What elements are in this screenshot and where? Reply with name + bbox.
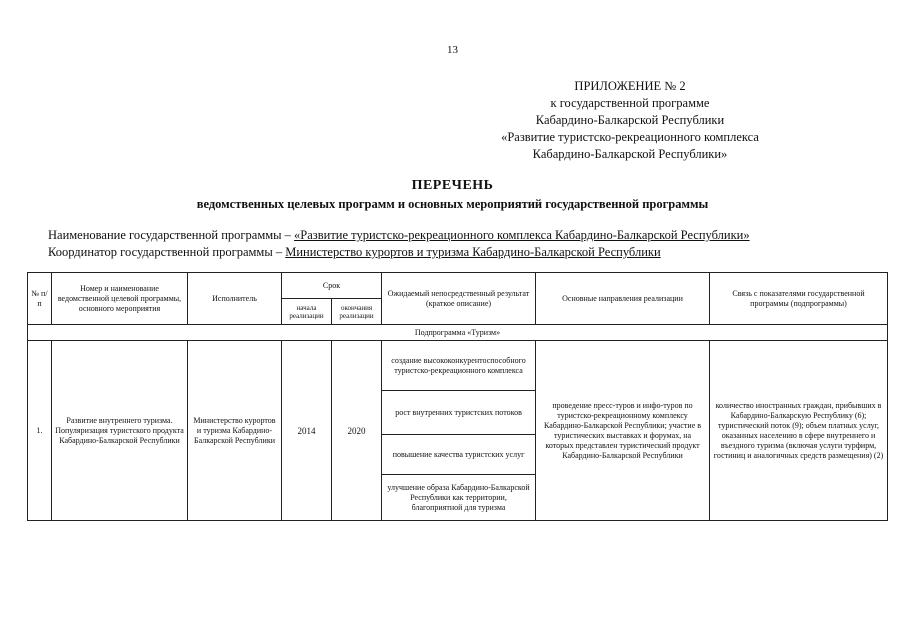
header-start: начала реализации (282, 299, 332, 325)
header-num: № п/п (28, 273, 52, 325)
appendix-line: к государственной программе (550, 96, 710, 110)
program-value: «Развитие туристско-рекреационного комплекса Кабардино-Балкарской Республики» (294, 228, 750, 242)
result-item: создание высококонкурентоспособного туристско-рекреационного комплекса (382, 341, 536, 391)
result-item: повышение качества туристских услуг (382, 435, 536, 475)
appendix-line: Кабардино-Балкарской Республики (535, 113, 725, 127)
row-directions: проведение пресс-туров и инфо-туров по туристско-рекреационному комплексу Кабардино-Балкарской Республики; участие в туристических выставках и форумах, на которых представлен туристический продукт Кабардино-Балкарской Республики (536, 341, 710, 521)
header-end: окончания реализации (332, 299, 382, 325)
result-item: улучшение образа Кабардино-Балкарской Республики как территории, благоприятной для туризма (382, 475, 536, 521)
row-num: 1. (28, 341, 52, 521)
header-executor: Исполнитель (188, 273, 282, 325)
subprogram-row: Подпрограмма «Туризм» (28, 325, 888, 341)
header-name: Номер и наименование ведомственной целевой программы, основного мероприятия (52, 273, 188, 325)
program-name-line (48, 228, 750, 243)
header-link: Связь с показателями государственной программы (подпрограммы) (710, 273, 888, 325)
coordinator-line (48, 245, 661, 260)
program-label: Наименование государственной программы – (48, 228, 291, 242)
row-start: 2014 (282, 341, 332, 521)
header-directions: Основные направления реализации (536, 273, 710, 325)
row-executor: Министерство курортов и туризма Кабардино-Балкарской Республики (188, 341, 282, 521)
appendix-line: «Развитие туристско-рекреационного комплекса (501, 130, 759, 144)
row-name: Развитие внутреннего туризма. Популяризация туристского продукта Кабардино-Балкарской Республики (52, 341, 188, 521)
document-title: ПЕРЕЧЕНЬ (411, 178, 494, 193)
appendix-line: ПРИЛОЖЕНИЕ № 2 (574, 79, 686, 93)
appendix-block (500, 78, 760, 163)
measures-table (27, 272, 888, 521)
document-subtitle: ведомственных целевых программ и основных мероприятий государственной программы (196, 197, 709, 211)
coordinator-label: Координатор государственной программы – (48, 245, 283, 259)
header-term: Срок (282, 273, 382, 299)
page-number: 13 (447, 44, 458, 56)
header-result: Ожидаемый непосредственный результат (краткое описание) (382, 273, 536, 325)
row-link: количество иностранных граждан, прибывших в Кабардино-Балкарскую Республику (6); туристический поток (9); объем платных услуг, оказанных населению в сфере внутреннего и въездного туризма (включая услуги турфирм, гостиниц и аналогичных средств размещения) (2) (710, 341, 888, 521)
row-end: 2020 (332, 341, 382, 521)
coordinator-value: Министерство курортов и туризма Кабардино-Балкарской Республики (285, 245, 661, 259)
result-item: рост внутренних туристских потоков (382, 391, 536, 435)
appendix-line: Кабардино-Балкарской Республики» (532, 147, 728, 161)
